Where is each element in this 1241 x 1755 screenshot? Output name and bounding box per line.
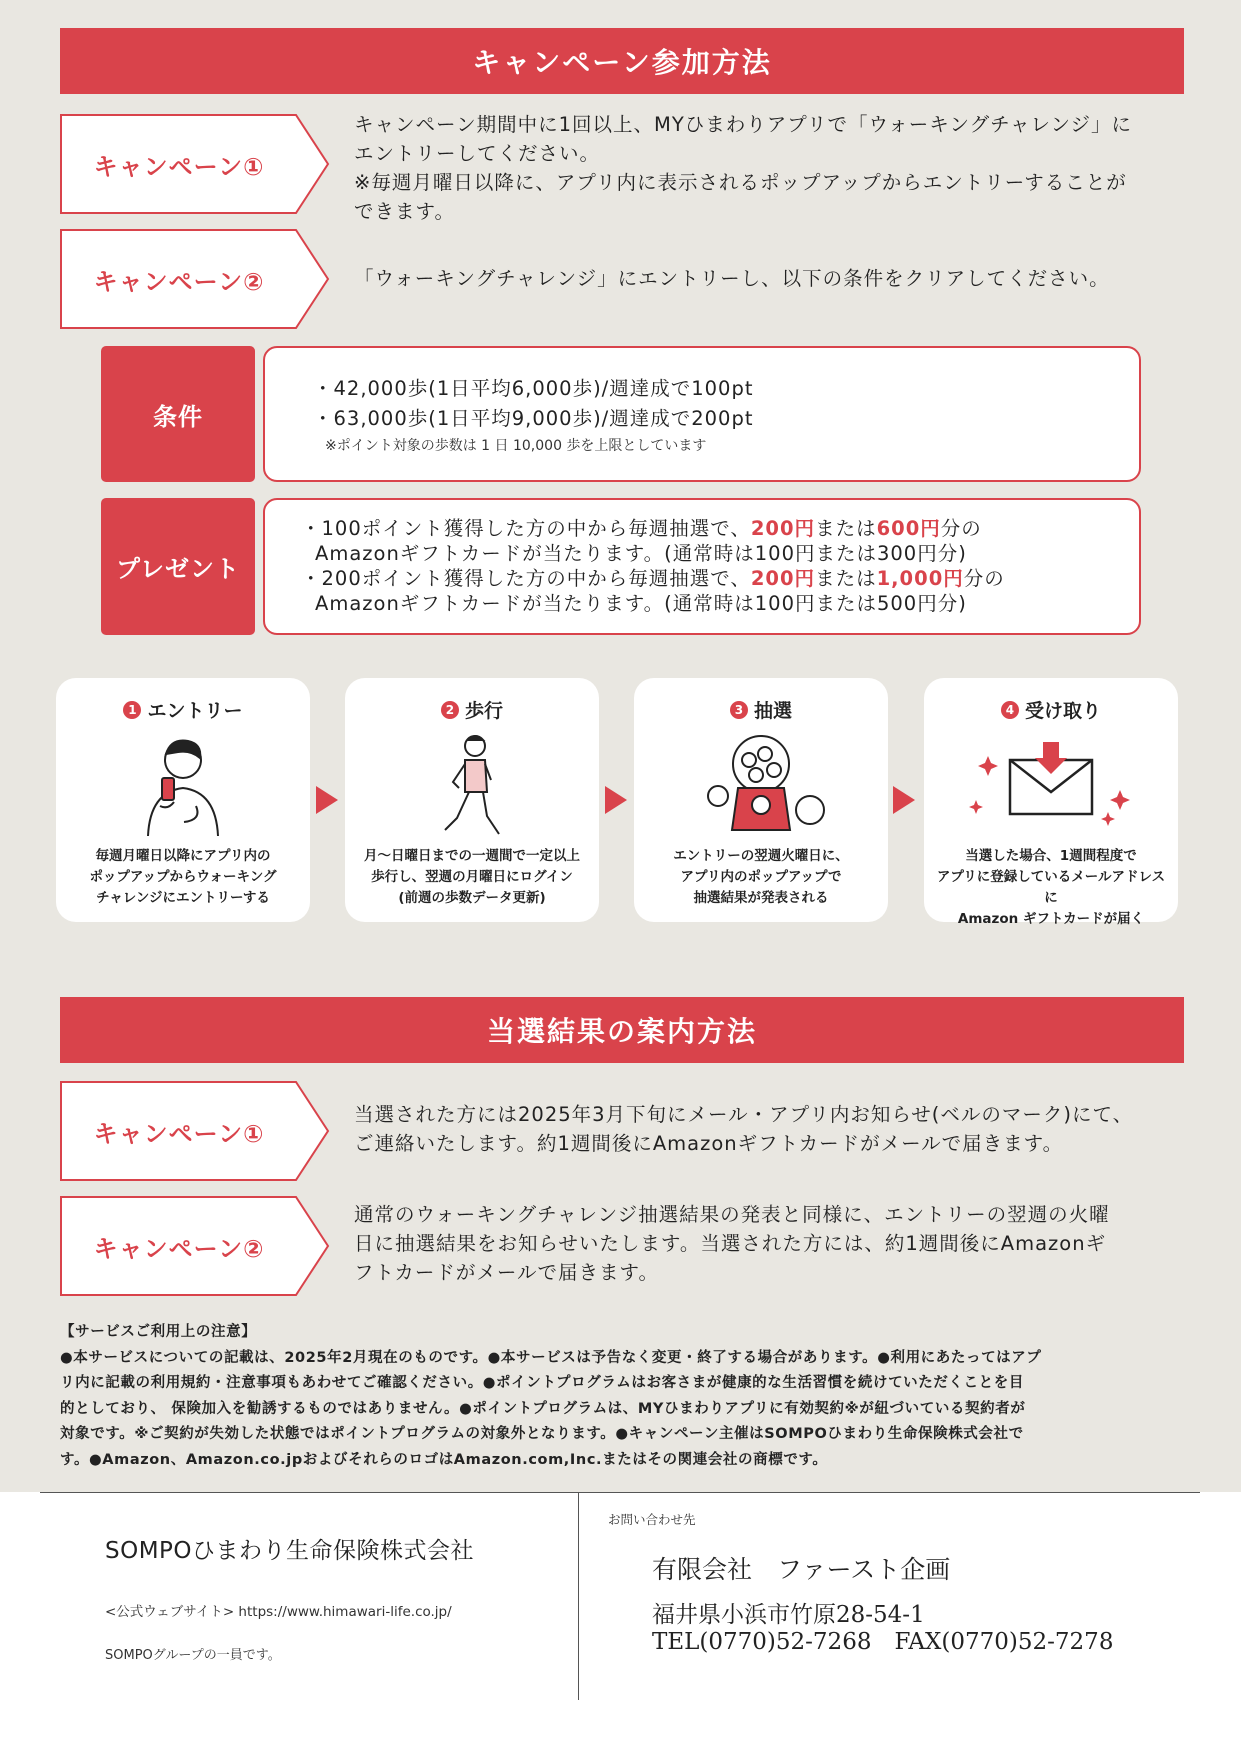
notice-line: す。●Amazon、Amazon.co.jpおよびそれらのロゴはAmazon.com,Inc.またはその関連会社の商標です。 xyxy=(60,1451,828,1468)
highlight-amount: 200円 xyxy=(750,567,816,590)
step-description xyxy=(644,846,878,909)
condition-item: ・42,000歩(1日平均6,000歩)/週達成で100pt xyxy=(313,377,754,400)
step-description xyxy=(355,846,589,909)
step-card-walking xyxy=(345,678,599,922)
text: ・100ポイント獲得した方の中から毎週抽選で、 xyxy=(301,517,751,540)
group-note: SOMPOグループの一員です。 xyxy=(105,1648,281,1663)
campaign-2-label: キャンペーン② xyxy=(93,267,265,296)
present-box xyxy=(263,498,1141,635)
desc-line: ポップアップからウォーキング xyxy=(89,869,277,885)
step-title xyxy=(634,696,888,723)
campaign-2-label: キャンペーン② xyxy=(93,1234,265,1263)
highlight-amount: 600円 xyxy=(876,517,941,540)
condition-label: 条件 xyxy=(101,346,255,482)
chevron-right-icon xyxy=(316,786,338,814)
text: または xyxy=(815,567,877,590)
text-line: 日に抽選結果をお知らせいたします。当選された方には、約1週間後にAmazonギ xyxy=(354,1232,1107,1255)
contact-label: お問い合わせ先 xyxy=(608,1512,696,1527)
gacha-machine-icon xyxy=(634,730,888,840)
desc-line: エントリーの翌週火曜日に、 xyxy=(673,848,849,864)
desc-line: チャレンジにエントリーする xyxy=(96,890,270,906)
notice-heading: 【サービスご利用上の注意】 xyxy=(60,1324,257,1340)
campaign-2-description: 「ウォーキングチャレンジ」にエントリーし、以下の条件をクリアしてください。 xyxy=(354,267,1110,290)
desc-line: Amazon ギフトカードが届く xyxy=(957,911,1145,927)
notice-line: リ内に記載の利用規約・注意事項もあわせてご確認ください。●ポイントプログラムはお客さまが健康的な生活習慣を続けていただくことを目 xyxy=(60,1375,1024,1391)
company-name: SOMPOひまわり生命保険株式会社 xyxy=(105,1538,475,1564)
chevron-right-icon xyxy=(605,786,627,814)
campaign-1-label: キャンペーン① xyxy=(93,1119,265,1148)
campaign-1-label: キャンペーン① xyxy=(93,152,265,181)
desc-line: 歩行し、翌週の月曜日にログイン xyxy=(371,869,573,885)
agent-phone-fax: TEL(0770)52-7268 FAX(0770)52-7278 xyxy=(652,1629,1114,1655)
text: 分の xyxy=(963,567,1005,590)
campaign-2-result-tag xyxy=(60,1196,330,1296)
desc-line: 月〜日曜日までの一週間で一定以上 xyxy=(364,848,580,864)
step-card-lottery xyxy=(634,678,888,922)
campaign-2-result-description xyxy=(354,1200,1174,1287)
step-title-text: 受け取り xyxy=(1024,700,1101,722)
divider xyxy=(40,1492,1200,1493)
desc-line: アプリ内のポップアップで xyxy=(680,869,842,885)
text-line: 当選された方には2025年3月下旬にメール・アプリ内お知らせ(ベルのマーク)にて、 xyxy=(354,1103,1134,1126)
text-line: ご連絡いたします。約1週間後にAmazonギフトカードがメールで届きます。 xyxy=(354,1132,1064,1155)
desc-line: アプリに登録しているメールアドレスに xyxy=(936,869,1166,906)
step-title-text: エントリー xyxy=(147,700,243,722)
step-title-text: 歩行 xyxy=(464,700,503,722)
campaign-2-tag xyxy=(60,229,330,329)
condition-note: ※ポイント対象の歩数は 1 日 10,000 歩を上限としています xyxy=(325,438,707,454)
text-line: ※毎週月曜日以降に、アプリ内に表示されるポップアップからエントリーすることが xyxy=(354,171,1127,194)
step-title-text: 抽選 xyxy=(753,700,792,722)
website-link[interactable]: <公式ウェブサイト> https://www.himawari-life.co.jp/ xyxy=(105,1604,452,1620)
condition-box xyxy=(263,346,1141,482)
step-card-entry xyxy=(56,678,310,922)
person-phone-icon xyxy=(56,730,310,840)
step-description xyxy=(934,846,1168,930)
service-notice xyxy=(60,1320,1184,1473)
notice-line: 的としており、 保険加入を勧誘するものではありません。●ポイントプログラムは、MYひまわりアプリに有効契約※が紐づいている契約者が xyxy=(60,1400,1026,1417)
text-line: 通常のウォーキングチャレンジ抽選結果の発表と同様に、エントリーの翌週の火曜 xyxy=(354,1203,1110,1226)
text: ・200ポイント獲得した方の中から毎週抽選で、 xyxy=(301,567,751,590)
campaign-1-tag xyxy=(60,114,330,214)
text: 分の xyxy=(940,517,982,540)
desc-line: (前週の歩数データ更新) xyxy=(398,890,546,906)
desc-line: 毎週月曜日以降にアプリ内の xyxy=(95,848,271,864)
desc-line: 抽選結果が発表される xyxy=(693,890,829,906)
campaign-1-description xyxy=(354,110,1174,226)
agent-name: 有限会社 ファースト企画 xyxy=(652,1555,951,1584)
text: または xyxy=(815,517,877,540)
text-line: キャンペーン期間中に1回以上、MYひまわりアプリで「ウォーキングチャレンジ」に xyxy=(354,113,1133,136)
highlight-amount: 200円 xyxy=(750,517,816,540)
campaign-1-result-tag xyxy=(60,1081,330,1181)
step-number: 1 xyxy=(123,701,141,719)
step-number: 3 xyxy=(730,701,748,719)
text-line: できます。 xyxy=(354,200,455,223)
chevron-right-icon xyxy=(893,786,915,814)
condition-item: ・63,000歩(1日平均9,000歩)/週達成で200pt xyxy=(313,407,754,430)
present-line-3 xyxy=(301,566,1139,591)
notice-line: ●本サービスについての記載は、2025年2月現在のものです。●本サービスは予告なく変更・終了する場合があります。●利用にあたってはアプ xyxy=(60,1349,1042,1366)
footer xyxy=(0,1492,1241,1755)
highlight-amount: 1,000円 xyxy=(876,567,964,590)
present-line-1 xyxy=(301,516,1139,541)
text-line: エントリーしてください。 xyxy=(354,142,601,165)
section-title-participation: キャンペーン参加方法 xyxy=(60,28,1184,94)
section-title-results: 当選結果の案内方法 xyxy=(60,997,1184,1063)
step-title xyxy=(56,696,310,723)
desc-line: 当選した場合、1週間程度で xyxy=(965,848,1137,864)
step-number: 2 xyxy=(441,701,459,719)
step-description xyxy=(66,846,300,909)
campaign-1-result-description xyxy=(354,1100,1174,1158)
notice-line: 対象です。※ご契約が失効した状態ではポイントプログラムの対象外となります。●キャンペーン主催はSOMPOひまわり生命保険株式会社で xyxy=(60,1426,1024,1442)
present-line-2: Amazonギフトカードが当たります。(通常時は100円または300円分) xyxy=(315,542,967,565)
agent-address: 福井県小浜市竹原28-54-1 xyxy=(652,1602,925,1628)
step-card-receive xyxy=(924,678,1178,927)
step-title xyxy=(345,696,599,723)
divider xyxy=(578,1492,579,1700)
step-title xyxy=(924,696,1178,723)
step-number: 4 xyxy=(1001,701,1019,719)
text-line: フトカードがメールで届きます。 xyxy=(354,1261,659,1284)
walking-person-icon xyxy=(345,730,599,840)
mail-icon xyxy=(924,730,1178,840)
present-label: プレゼント xyxy=(101,498,255,635)
present-line-4: Amazonギフトカードが当たります。(通常時は100円または500円分) xyxy=(315,592,967,615)
